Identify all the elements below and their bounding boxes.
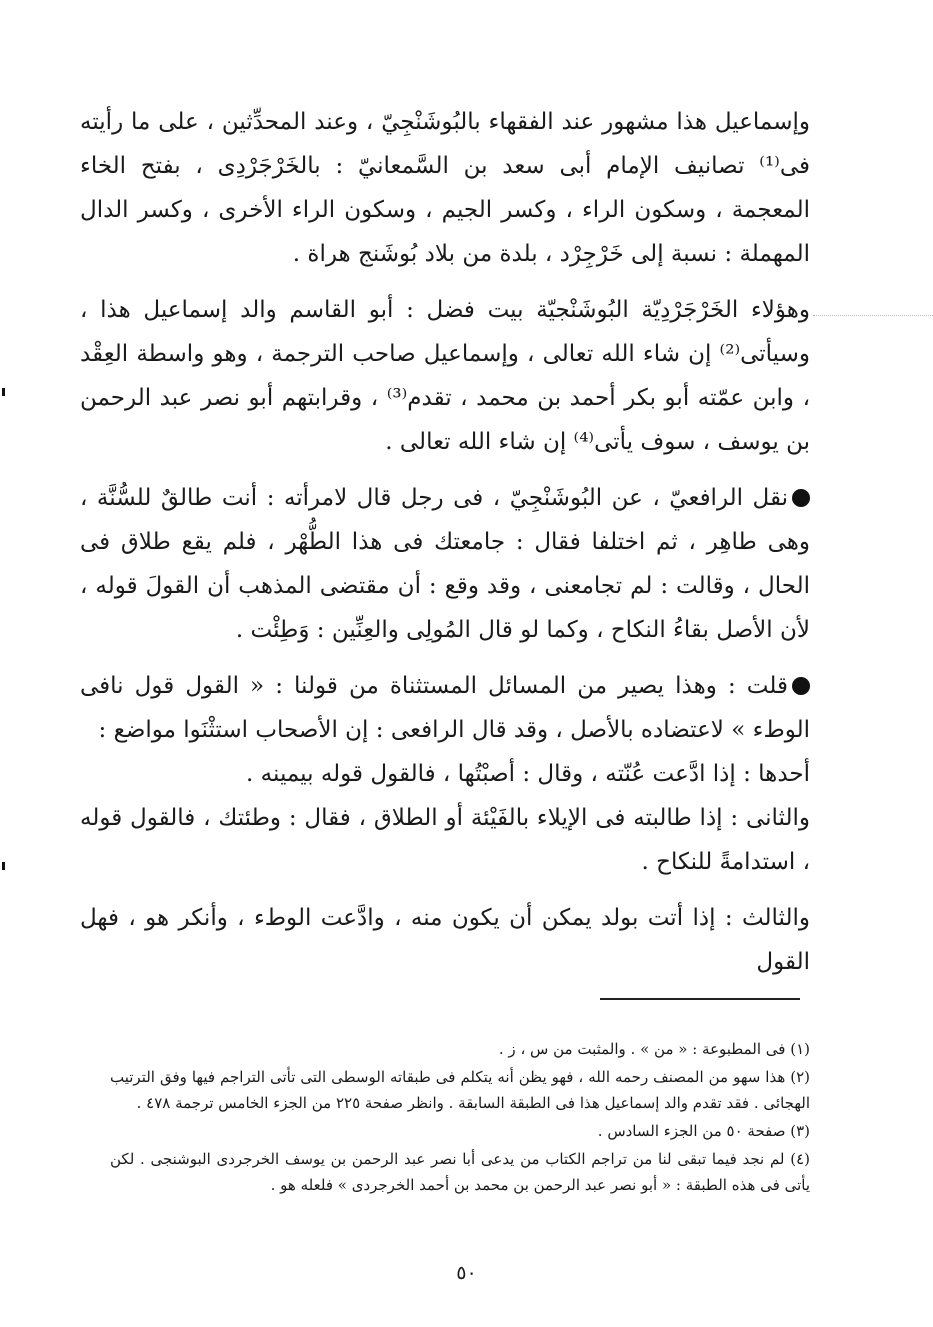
- footnote-4: (٤) لم نجد فيما تبقى لنا من تراجم الكتاب من يدعى أبا نصر عبد الرحمن بن يوسف الخرجردى البوشنجى . لكن يأتى فى هذه الطبقة : « أبو نصر عبد الرحمن بن محمد بن أحمد الخرجردى » فلعله هو .: [110, 1150, 810, 1194]
- margin-dotted-line: [813, 315, 933, 316]
- footnote-3: (٣) صفحة ٥٠ من الجزء السادس .: [597, 1122, 810, 1140]
- bullet-icon: [792, 489, 810, 507]
- bullet-icon: [792, 677, 810, 695]
- paragraph-ismail-nisba: وإسماعيل هذا مشهور عند الفقهاء بالبُوشَنْجِيّ ، وعند المحدِّثين ، على ما رأيته فى⁽¹⁾ تصانيف الإمام أبى سعد بن السَّمعانيّ : بالخَرْجَرْدِى ، بفتح الخاء المعجمة ، وسكون الراء ، وكسر الجيم ، وسكون الراء الأخرى ، وكسر الدال المهملة : نسبة إلى خَرْجِرْد ، بلدة من بلاد بُوشَنج هراة .: [80, 109, 810, 267]
- main-text: [80, 100, 810, 996]
- paragraph-first-case: أحدها : إذا ادَّعت عُنّته ، وقال : أصبْتُها ، فالقول قوله بيمينه .: [246, 761, 810, 787]
- paragraph-rafii-talaq: [80, 476, 810, 652]
- paragraph-third-case: والثالث : إذا أتت بولد يمكن أن يكون منه ، وادَّعت الوطء ، وأنكر هو ، فهل القول: [80, 905, 810, 975]
- footnotes: [110, 1036, 810, 1200]
- scan-edge-mark-top: [2, 388, 5, 396]
- paragraph-text: قلت : وهذا يصير من المسائل المستثناة من قولنا : « القول قول نافى الوطء » لاعتضاده بالأصل ، وقد قال الرافعى : إن الأصحاب استثْنَوا مواضع :: [80, 673, 810, 743]
- footnote-2: (٢) هذا سهو من المصنف رحمه الله ، فهو يظن أنه يتكلم فى طبقاته الوسطى التى تأتى التراجم فيها وفق الترتيب الهجائى . فقد تقدم والد إسماعيل هذا فى الطبقة السابقة . وانظر صفحة ٢٢٥ من الجزء الخامس ترجمة ٤٧٨ .: [110, 1068, 810, 1112]
- footnote-1: (١) فى المطبوعة : « من » . والمثبت من س ، ز .: [498, 1040, 810, 1058]
- page-number: ٥٠: [456, 1262, 477, 1284]
- paragraph-kharjardi-family: وهؤلاء الخَرْجَرْدِيّة البُوشَنْجيّة بيت فضل : أبو القاسم والد إسماعيل هذا ، وسيأتى⁽²⁾ إن شاء الله تعالى ، وإسماعيل صاحب الترجمة ، وهو واسطة العِقْد ، وابن عمّته أبو بكر أحمد بن محمد ، تقدم⁽³⁾ ، وقرابتهم أبو نصر عبد الرحمن بن يوسف ، سوف يأتى⁽⁴⁾ إن شاء الله تعالى .: [80, 297, 810, 455]
- paragraph-text: نقل الرافعيّ ، عن البُوشَنْجِيّ ، فى رجل قال لامرأته : أنت طالقٌ للسُّنَّة ، وهى طاهِر ، ثم اختلفا فقال : جامعتك فى هذا الطُّهْر ، فلم يقع طلاق فى الحال ، وقالت : لم تجامعنى ، وقد وقع : أن مقتضى المذهب أن القولَ قوله ، لأن الأصل بقاءُ النكاح ، وكما لو قال المُولِى والعِنِّين : وَطِئْت .: [80, 485, 810, 643]
- scan-edge-mark-bottom: [2, 862, 5, 870]
- paragraph-exceptions: [80, 664, 810, 752]
- paragraph-second-case: والثانى : إذا طالبته فى الإيلاء بالفَيْئة أو الطلاق ، فقال : وطئتك ، فالقول قوله ، استدامةً للنكاح .: [80, 805, 810, 875]
- footnote-separator: [600, 998, 800, 1000]
